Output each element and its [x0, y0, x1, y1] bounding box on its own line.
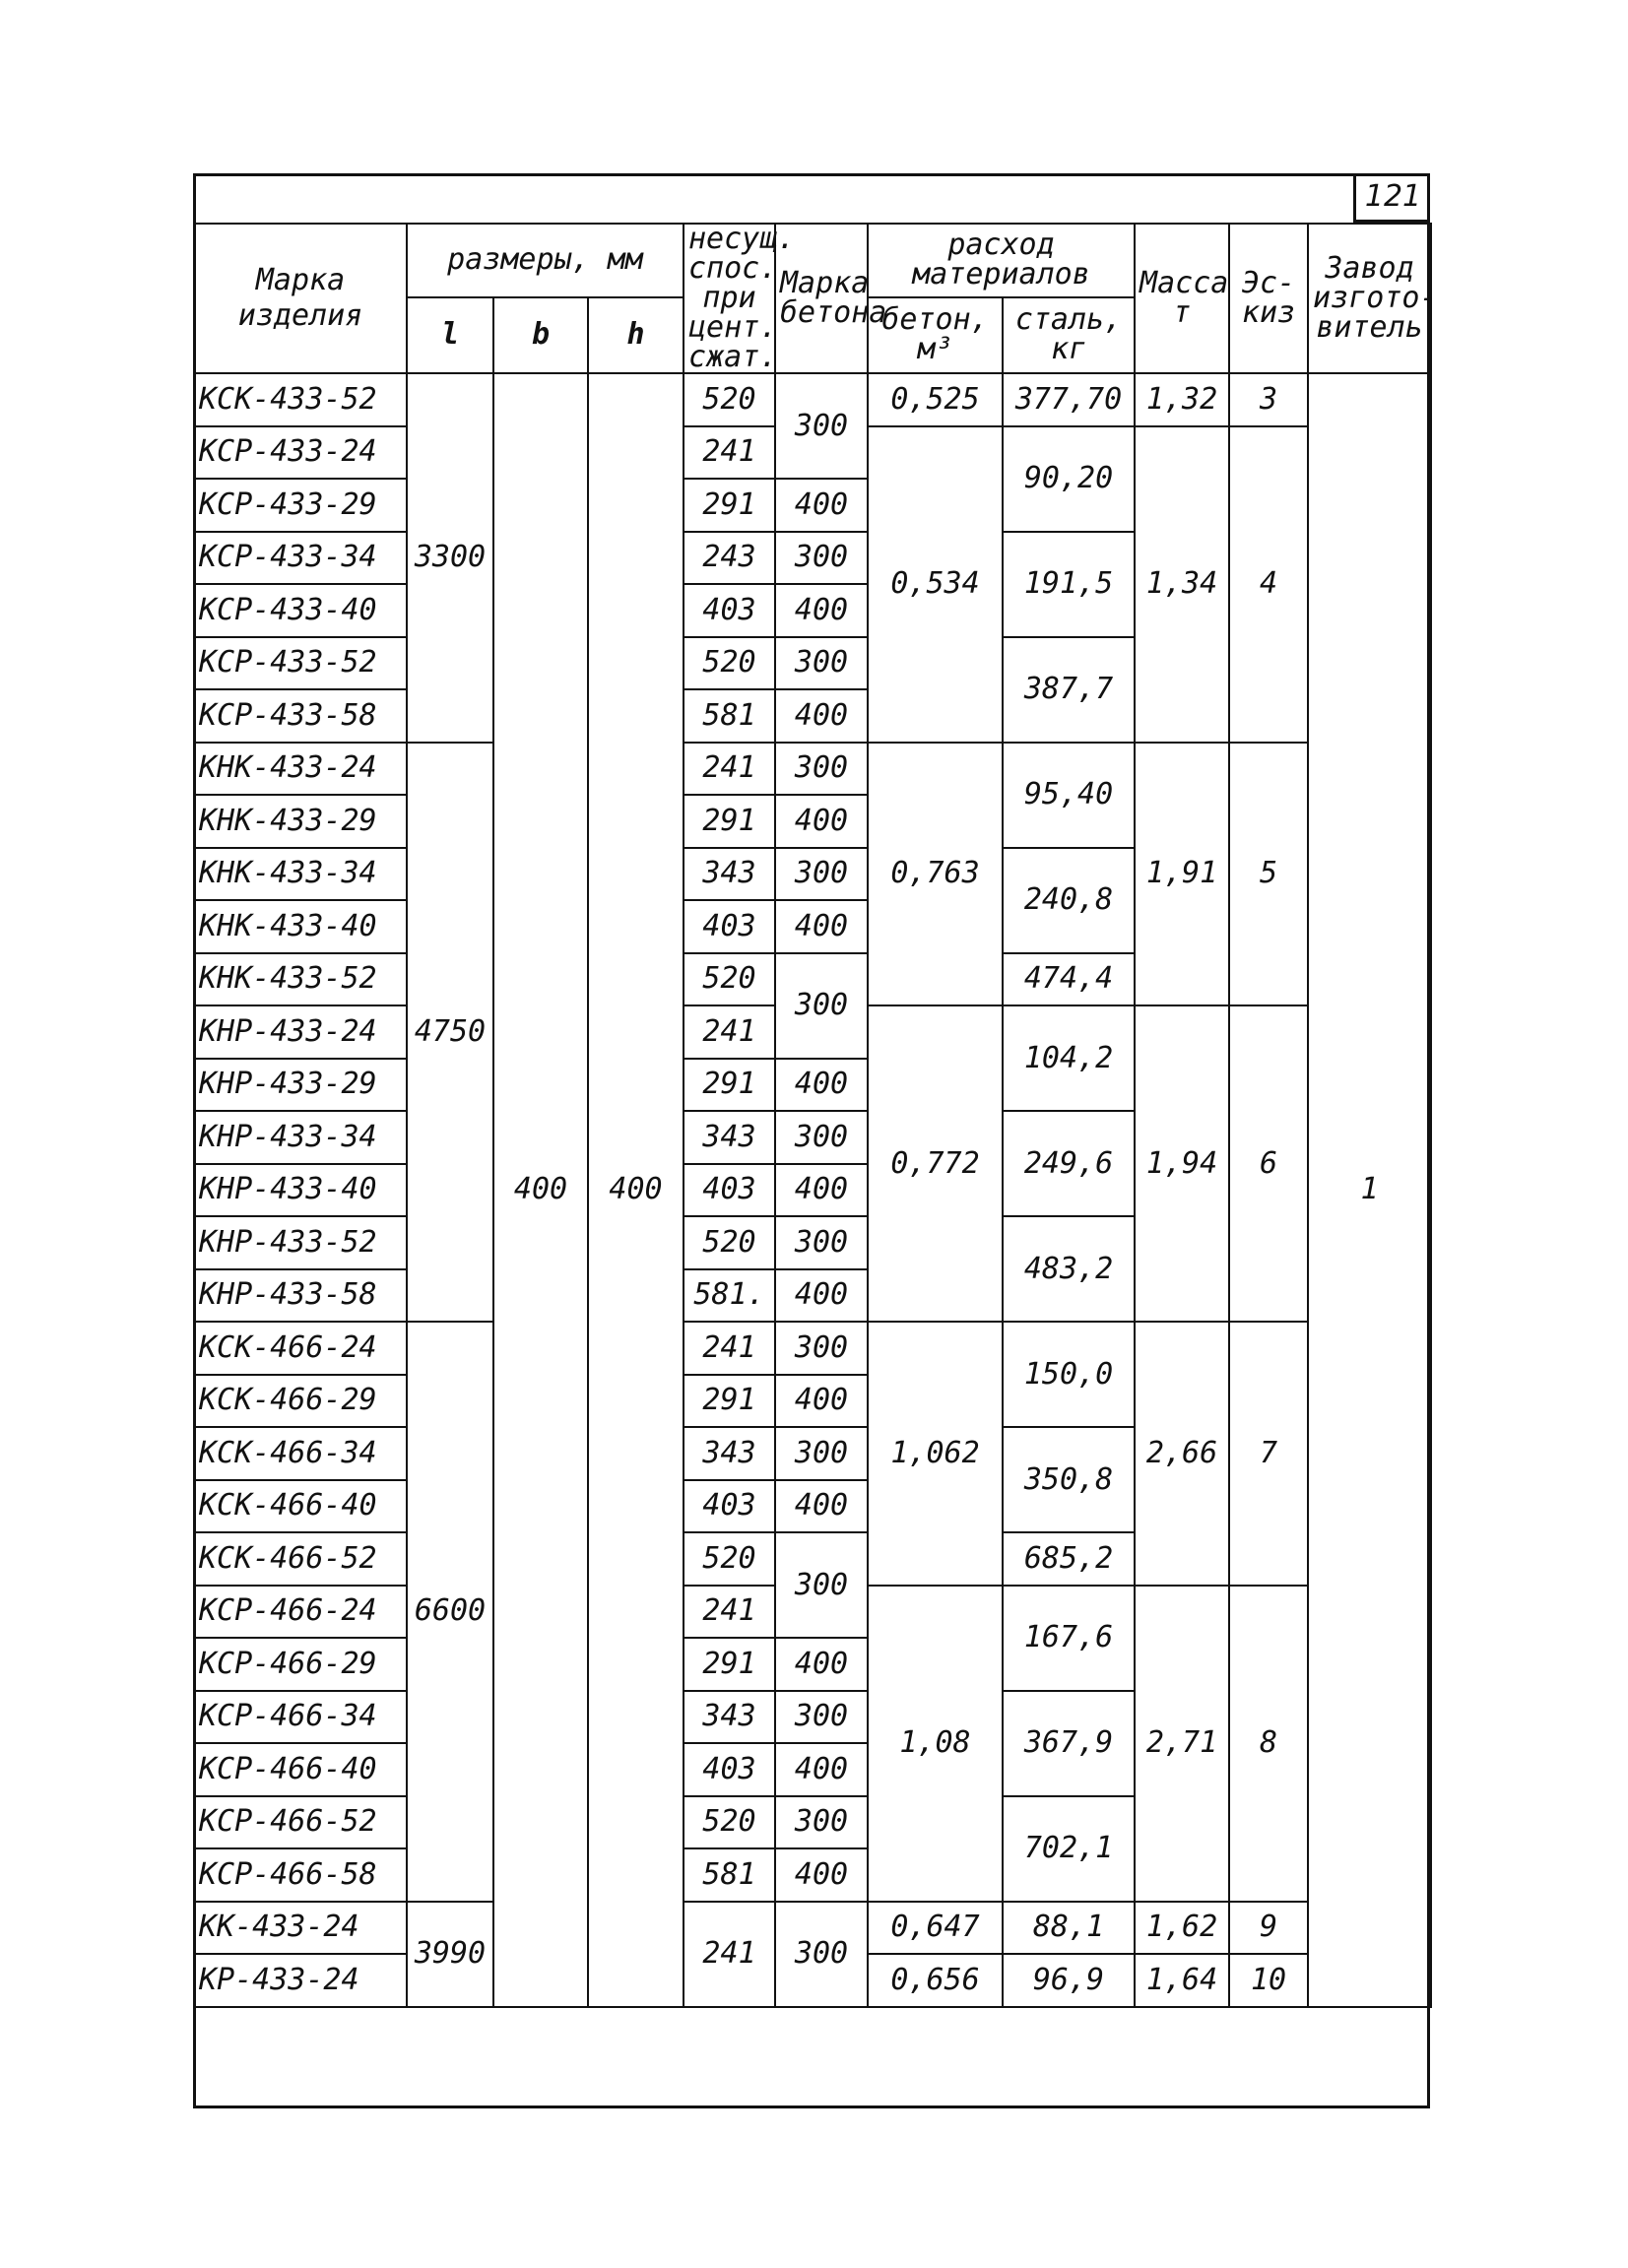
- concrete-grade: 400: [775, 584, 868, 637]
- capacity: 291: [684, 795, 775, 848]
- concrete-volume: 0,525: [868, 373, 1003, 426]
- concrete-volume: 1,062: [868, 1322, 1003, 1586]
- steel-mass: 96,9: [1003, 1954, 1135, 2007]
- capacity: 581: [684, 689, 775, 743]
- capacity: 403: [684, 1743, 775, 1796]
- header-mark: Марка изделия: [194, 224, 407, 373]
- product-mark: КСР-433-34: [194, 532, 407, 585]
- table-row: [194, 1902, 1431, 1955]
- concrete-grade: 300: [775, 532, 868, 585]
- concrete-grade: 300: [775, 1111, 868, 1164]
- product-mark: КСК-466-34: [194, 1427, 407, 1480]
- capacity: 403: [684, 1164, 775, 1217]
- sketch-no: 4: [1229, 426, 1308, 743]
- product-mark: КСК-433-52: [194, 373, 407, 426]
- product-mark: КСР-433-29: [194, 479, 407, 532]
- steel-mass: 685,2: [1003, 1532, 1135, 1586]
- header-capacity: несущ. спос. при цент. сжат.: [684, 224, 775, 373]
- concrete-grade: 300: [775, 1902, 868, 2007]
- mass: 1,62: [1135, 1902, 1229, 1955]
- steel-mass: 95,40: [1003, 743, 1135, 848]
- length-l: 3300: [407, 373, 493, 743]
- capacity: 520: [684, 637, 775, 690]
- capacity: 520: [684, 1796, 775, 1849]
- capacity: 520: [684, 373, 775, 426]
- capacity: 403: [684, 900, 775, 953]
- concrete-grade: 400: [775, 479, 868, 532]
- steel-mass: 240,8: [1003, 848, 1135, 953]
- sketch-no: 7: [1229, 1322, 1308, 1586]
- length-l: 3990: [407, 1902, 493, 2007]
- specification-table: [193, 222, 1438, 2008]
- steel-mass: 350,8: [1003, 1427, 1135, 1532]
- product-mark: КСР-466-24: [194, 1586, 407, 1639]
- product-mark: КК-433-24: [194, 1902, 407, 1955]
- product-mark: КНК-433-34: [194, 848, 407, 901]
- header-h: h: [588, 297, 684, 373]
- product-mark: КСР-466-58: [194, 1848, 407, 1902]
- sketch-no: 9: [1229, 1902, 1308, 1955]
- sketch-no: 6: [1229, 1005, 1308, 1322]
- header-steel: сталь, кг: [1003, 297, 1135, 373]
- concrete-grade: 300: [775, 1532, 868, 1638]
- steel-mass: 191,5: [1003, 532, 1135, 637]
- height-h: 400: [588, 373, 684, 2007]
- concrete-grade: 400: [775, 1164, 868, 1217]
- product-mark: КСК-466-52: [194, 1532, 407, 1586]
- product-mark: КНР-433-29: [194, 1059, 407, 1112]
- concrete-grade: 300: [775, 1322, 868, 1375]
- steel-mass: 150,0: [1003, 1322, 1135, 1427]
- mass: 1,34: [1135, 426, 1229, 743]
- product-mark: КНР-433-40: [194, 1164, 407, 1217]
- page-number: 121: [1353, 173, 1430, 223]
- steel-mass: 702,1: [1003, 1796, 1135, 1902]
- capacity: 581: [684, 1848, 775, 1902]
- capacity: 241: [684, 1586, 775, 1639]
- capacity: 581.: [684, 1269, 775, 1323]
- steel-mass: 474,4: [1003, 953, 1135, 1006]
- steel-mass: 367,9: [1003, 1691, 1135, 1796]
- concrete-volume: 0,534: [868, 426, 1003, 743]
- sketch-no: 3: [1229, 373, 1308, 426]
- capacity: 241: [684, 743, 775, 796]
- concrete-grade: 400: [775, 1480, 868, 1533]
- product-mark: КСР-433-24: [194, 426, 407, 480]
- concrete-grade: 400: [775, 1269, 868, 1323]
- header-mass: Масса т: [1135, 224, 1229, 373]
- concrete-grade: 300: [775, 848, 868, 901]
- concrete-grade: 300: [775, 1796, 868, 1849]
- product-mark: КСР-466-29: [194, 1638, 407, 1691]
- header-sketch: Эс-киз: [1229, 224, 1308, 373]
- capacity: 343: [684, 848, 775, 901]
- capacity: 291: [684, 1059, 775, 1112]
- product-mark: КСР-433-40: [194, 584, 407, 637]
- header-sizes: размеры, мм: [407, 224, 684, 297]
- steel-mass: 483,2: [1003, 1216, 1135, 1322]
- concrete-volume: 1,08: [868, 1586, 1003, 1902]
- concrete-grade: 400: [775, 1638, 868, 1691]
- concrete-grade: 400: [775, 689, 868, 743]
- capacity: 520: [684, 953, 775, 1006]
- header-concrete: бетон, м³: [868, 297, 1003, 373]
- header-concrete-grade: Марка бетона: [775, 224, 868, 373]
- capacity: 241: [684, 1005, 775, 1059]
- concrete-grade: 400: [775, 1059, 868, 1112]
- concrete-volume: 0,763: [868, 743, 1003, 1006]
- table-row: [194, 743, 1431, 796]
- sketch-no: 8: [1229, 1586, 1308, 1902]
- concrete-volume: 0,772: [868, 1005, 1003, 1322]
- table-row: [194, 1322, 1431, 1375]
- capacity: 291: [684, 1375, 775, 1428]
- product-mark: КСР-433-52: [194, 637, 407, 690]
- concrete-grade: 400: [775, 1848, 868, 1902]
- concrete-grade: 300: [775, 1216, 868, 1269]
- product-mark: КНК-433-40: [194, 900, 407, 953]
- mass: 2,71: [1135, 1586, 1229, 1902]
- concrete-grade: 300: [775, 637, 868, 690]
- table-row: [194, 373, 1431, 426]
- capacity: 291: [684, 1638, 775, 1691]
- capacity: 291: [684, 479, 775, 532]
- header-l: l: [407, 297, 493, 373]
- concrete-grade: 300: [775, 1427, 868, 1480]
- mass: 1,32: [1135, 373, 1229, 426]
- mass: 2,66: [1135, 1322, 1229, 1586]
- product-mark: КСР-466-52: [194, 1796, 407, 1849]
- concrete-grade: 300: [775, 373, 868, 479]
- factory: 1: [1308, 373, 1431, 2007]
- steel-mass: 167,6: [1003, 1586, 1135, 1691]
- product-mark: КСР-433-58: [194, 689, 407, 743]
- blank-footer-area: [193, 2009, 1430, 2108]
- capacity: 403: [684, 584, 775, 637]
- steel-mass: 249,6: [1003, 1111, 1135, 1216]
- width-b: 400: [493, 373, 588, 2007]
- mass: 1,94: [1135, 1005, 1229, 1322]
- concrete-grade: 400: [775, 795, 868, 848]
- concrete-volume: 0,656: [868, 1954, 1003, 2007]
- product-mark: КСК-466-29: [194, 1375, 407, 1428]
- concrete-grade: 300: [775, 743, 868, 796]
- product-mark: КНК-433-29: [194, 795, 407, 848]
- capacity: 403: [684, 1480, 775, 1533]
- product-mark: КНР-433-34: [194, 1111, 407, 1164]
- steel-mass: 387,7: [1003, 637, 1135, 743]
- capacity: 520: [684, 1532, 775, 1586]
- capacity: 520: [684, 1216, 775, 1269]
- concrete-grade: 400: [775, 900, 868, 953]
- mass: 1,64: [1135, 1954, 1229, 2007]
- capacity: 243: [684, 532, 775, 585]
- steel-mass: 104,2: [1003, 1005, 1135, 1111]
- product-mark: КНК-433-52: [194, 953, 407, 1006]
- capacity: 343: [684, 1427, 775, 1480]
- concrete-volume: 0,647: [868, 1902, 1003, 1955]
- product-mark: КСР-466-40: [194, 1743, 407, 1796]
- concrete-grade: 400: [775, 1375, 868, 1428]
- sketch-no: 10: [1229, 1954, 1308, 2007]
- header-b: b: [493, 297, 588, 373]
- product-mark: КСК-466-24: [194, 1322, 407, 1375]
- capacity: 343: [684, 1691, 775, 1744]
- product-mark: КСК-466-40: [194, 1480, 407, 1533]
- mass: 1,91: [1135, 743, 1229, 1006]
- header-materials: расход материалов: [868, 224, 1135, 297]
- capacity: 343: [684, 1111, 775, 1164]
- product-mark: КР-433-24: [194, 1954, 407, 2007]
- sketch-no: 5: [1229, 743, 1308, 1006]
- steel-mass: 90,20: [1003, 426, 1135, 532]
- product-mark: КНР-433-24: [194, 1005, 407, 1059]
- steel-mass: 377,70: [1003, 373, 1135, 426]
- capacity: 241: [684, 426, 775, 480]
- header-factory: Завод изгото-витель: [1308, 224, 1431, 373]
- concrete-grade: 400: [775, 1743, 868, 1796]
- length-l: 6600: [407, 1322, 493, 1902]
- capacity: 241: [684, 1322, 775, 1375]
- product-mark: КНР-433-58: [194, 1269, 407, 1323]
- product-mark: КНР-433-52: [194, 1216, 407, 1269]
- product-mark: КНК-433-24: [194, 743, 407, 796]
- concrete-grade: 300: [775, 1691, 868, 1744]
- length-l: 4750: [407, 743, 493, 1323]
- capacity: 241: [684, 1902, 775, 2007]
- product-mark: КСР-466-34: [194, 1691, 407, 1744]
- concrete-grade: 300: [775, 953, 868, 1059]
- steel-mass: 88,1: [1003, 1902, 1135, 1955]
